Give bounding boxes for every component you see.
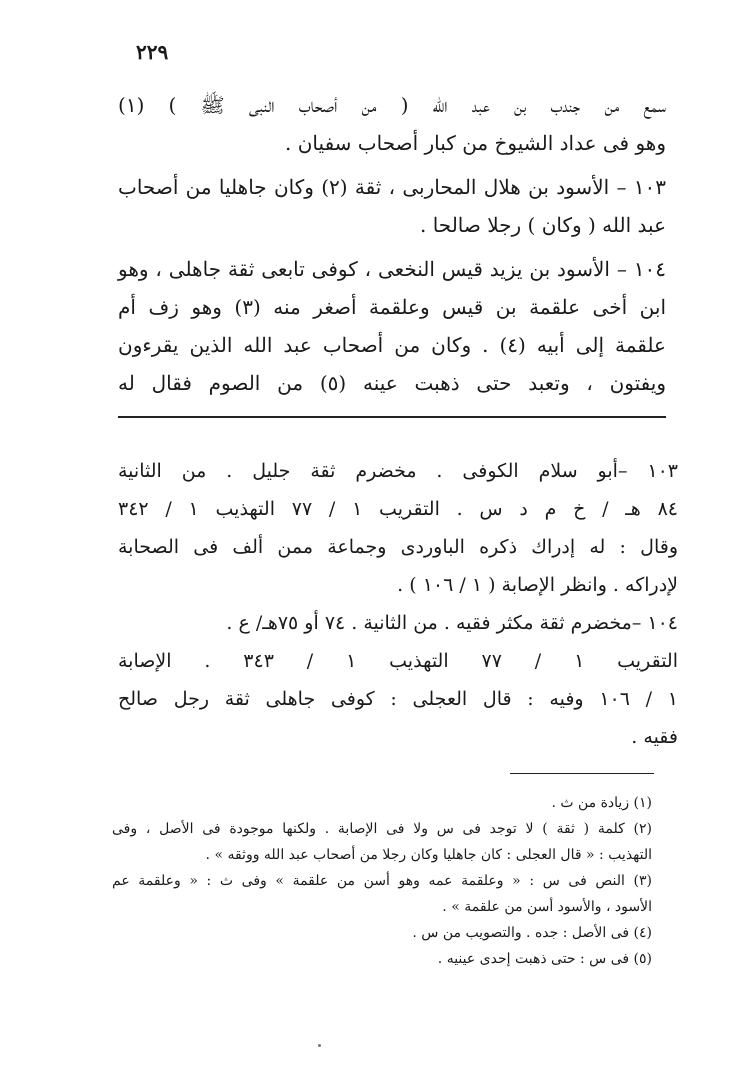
footnote-5: (٥) فى س : حتى ذهبت إحدى عينيه . xyxy=(437,951,652,967)
footnote-rule xyxy=(510,773,654,774)
note-103-line: ٨٤ هـ / خ م د س . التقريب ١ / ٧٧ التهذيب ١ / ٣٤٢ xyxy=(118,498,679,520)
footnotes xyxy=(112,790,652,972)
footnote-2: (٢) كلمة ( ثقة ) لا توجد فى س ولا فى الإصابة . ولكنها موجودة فى الأصل ، وفى xyxy=(112,821,652,837)
note-103-line: وقال : له إدراك ذكره الباوردى وجماعة ممن ألف فى الصحابة xyxy=(118,536,678,558)
separator-rule xyxy=(118,416,666,418)
main-line: سمع من جندب بن عبد الله ( من أصحاب النبى ﷺ ) (١) xyxy=(118,93,666,117)
note-103-line: ١٠٣ –أبو سلام الكوفى . مخضرم ثقة جليل . من الثانية xyxy=(118,460,678,482)
page-number: ٢٢٩ xyxy=(136,40,169,64)
main-line: وهو فى عداد الشيوخ من كبار أصحاب سفيان . xyxy=(285,131,666,155)
scan-speck xyxy=(318,1044,321,1047)
entry-104-line: علقمة إلى أبيه (٤) . وكان من أصحاب عبد الله الذين يقرءون xyxy=(118,333,666,357)
editor-notes xyxy=(118,452,678,756)
entry-104-line: ١٠٤ – الأسود بن يزيد قيس النخعى ، كوفى تابعى ثقة جاهلى ، وهو xyxy=(118,257,666,281)
footnote-1: (١) زيادة من ث . xyxy=(551,795,652,811)
footnote-2-cont: التهذيب : « قال العجلى : كان جاهليا وكان رجلا من أصحاب عبد الله ووثقه » . xyxy=(205,847,652,863)
entry-104-line: ويفتون ، وتعبد حتى ذهبت عينه (٥) من الصوم فقال له xyxy=(118,371,666,395)
entry-103-line: ١٠٣ – الأسود بن هلال المحاربى ، ثقة (٢) وكان جاهليا من أصحاب xyxy=(118,175,666,199)
footnote-4: (٤) فى الأصل : جده . والتصويب من س . xyxy=(412,925,652,941)
note-103-line: لإدراكه . وانظر الإصابة ( ١ / ١٠٦ ) . xyxy=(397,574,678,596)
note-104-line: ١٠٤ –مخضرم ثقة مكثر فقيه . من الثانية . ٧٤ أو ٧٥هـ/ ع . xyxy=(226,612,678,634)
entry-103-line: عبد الله ( وكان ) رجلا صالحا . xyxy=(419,213,666,237)
note-104-line: ١ / ١٠٦ وفيه : قال العجلى : كوفى جاهلى ثقة رجل صالح xyxy=(118,688,678,710)
footnote-3: (٣) النص فى س : « وعلقمة عمه وهو أسن من علقمة » وفى ث : « وعلقمة عم xyxy=(112,873,652,889)
footnote-3-cont: الأسود ، والأسود أسن من علقمة » . xyxy=(442,899,652,915)
entry-104-line: ابن أخى علقمة بن قيس وعلقمة أصغر منه (٣) وهو زف أم xyxy=(118,295,667,319)
note-104-line: التقريب ١ / ٧٧ التهذيب ١ / ٣٤٣ . الإصابة xyxy=(118,650,678,672)
main-text xyxy=(118,86,666,402)
note-104-line: فقيه . xyxy=(631,726,678,748)
